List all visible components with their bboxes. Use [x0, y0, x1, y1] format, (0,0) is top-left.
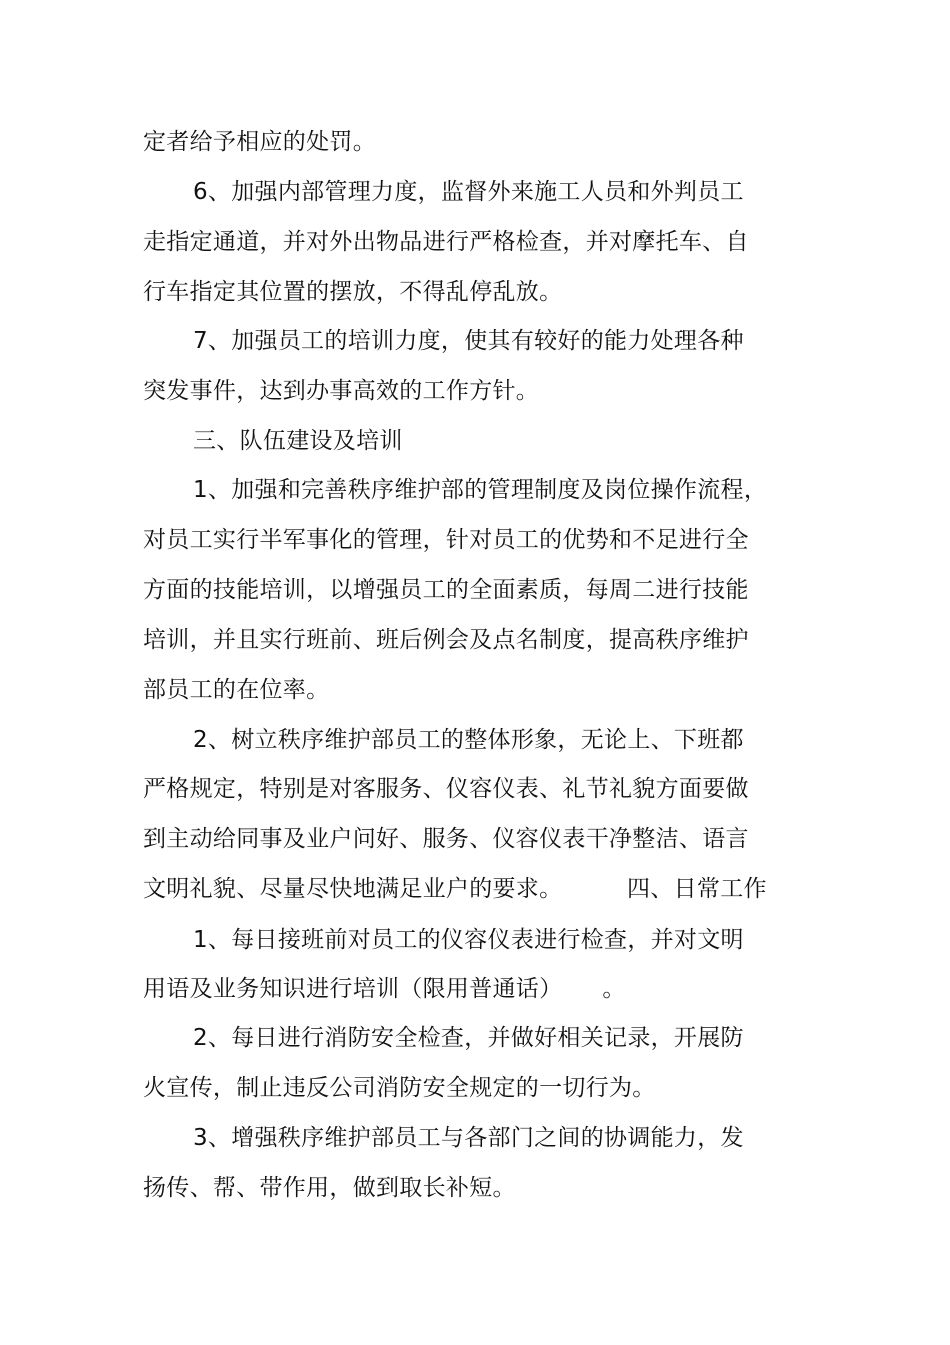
text-line: 方面的技能培训，以增强员工的全面素质，每周二进行技能	[143, 577, 749, 603]
paragraph-4-3-line-1: 3、增强秩序维护部员工与各部门之间的协调能力，发	[193, 1125, 744, 1151]
trailing-period: 。	[602, 976, 626, 1002]
paragraph-7-line-1: 7、加强员工的培训力度，使其有较好的能力处理各种	[193, 328, 744, 354]
paragraph-6-line-1: 6、加强内部管理力度，监督外来施工人员和外判员工	[193, 179, 744, 205]
text-line: 部员工的在位率。	[143, 677, 330, 703]
paragraph-4-1-line-1: 1、每日接班前对员工的仪容仪表进行检查，并对文明	[193, 927, 744, 953]
text-line: 火宣传，制止违反公司消防安全规定的一切行为。	[143, 1075, 656, 1101]
text-line: 对员工实行半军事化的管理，针对员工的优势和不足进行全	[143, 527, 749, 553]
text-line: 突发事件，达到办事高效的工作方针。	[143, 378, 540, 404]
text-line: 扬传、帮、带作用，做到取长补短。	[143, 1175, 516, 1201]
text-line: 培训，并且实行班前、班后例会及点名制度，提高秩序维护	[143, 627, 749, 653]
text-line: 走指定通道，并对外出物品进行严格检查，并对摩托车、自	[143, 229, 749, 255]
paragraph-4-2-line-1: 2、每日进行消防安全检查，并做好相关记录，开展防	[193, 1025, 744, 1051]
text-line: 定者给予相应的处罚。	[143, 129, 376, 155]
paragraph-3-2-line-1: 2、树立秩序维护部员工的整体形象，无论上、下班都	[193, 727, 744, 753]
text-line: 严格规定，特别是对客服务、仪容仪表、礼节礼貌方面要做	[143, 776, 749, 802]
paragraph-3-1-line-1: 1、加强和完善秩序维护部的管理制度及岗位操作流程，	[193, 477, 768, 503]
section-heading-3: 三、队伍建设及培训	[193, 428, 403, 454]
text-line	[143, 973, 626, 1005]
section-heading-4: 四、日常工作	[627, 876, 767, 902]
text-span: 用语及业务知识进行培训（限用普通话）	[143, 976, 563, 1002]
text-line: 行车指定其位置的摆放，不得乱停乱放。	[143, 279, 563, 305]
text-line: 到主动给同事及业户问好、服务、仪容仪表干净整洁、语言	[143, 826, 749, 852]
text-line: 文明礼貌、尽量尽快地满足业户的要求。	[143, 876, 563, 902]
